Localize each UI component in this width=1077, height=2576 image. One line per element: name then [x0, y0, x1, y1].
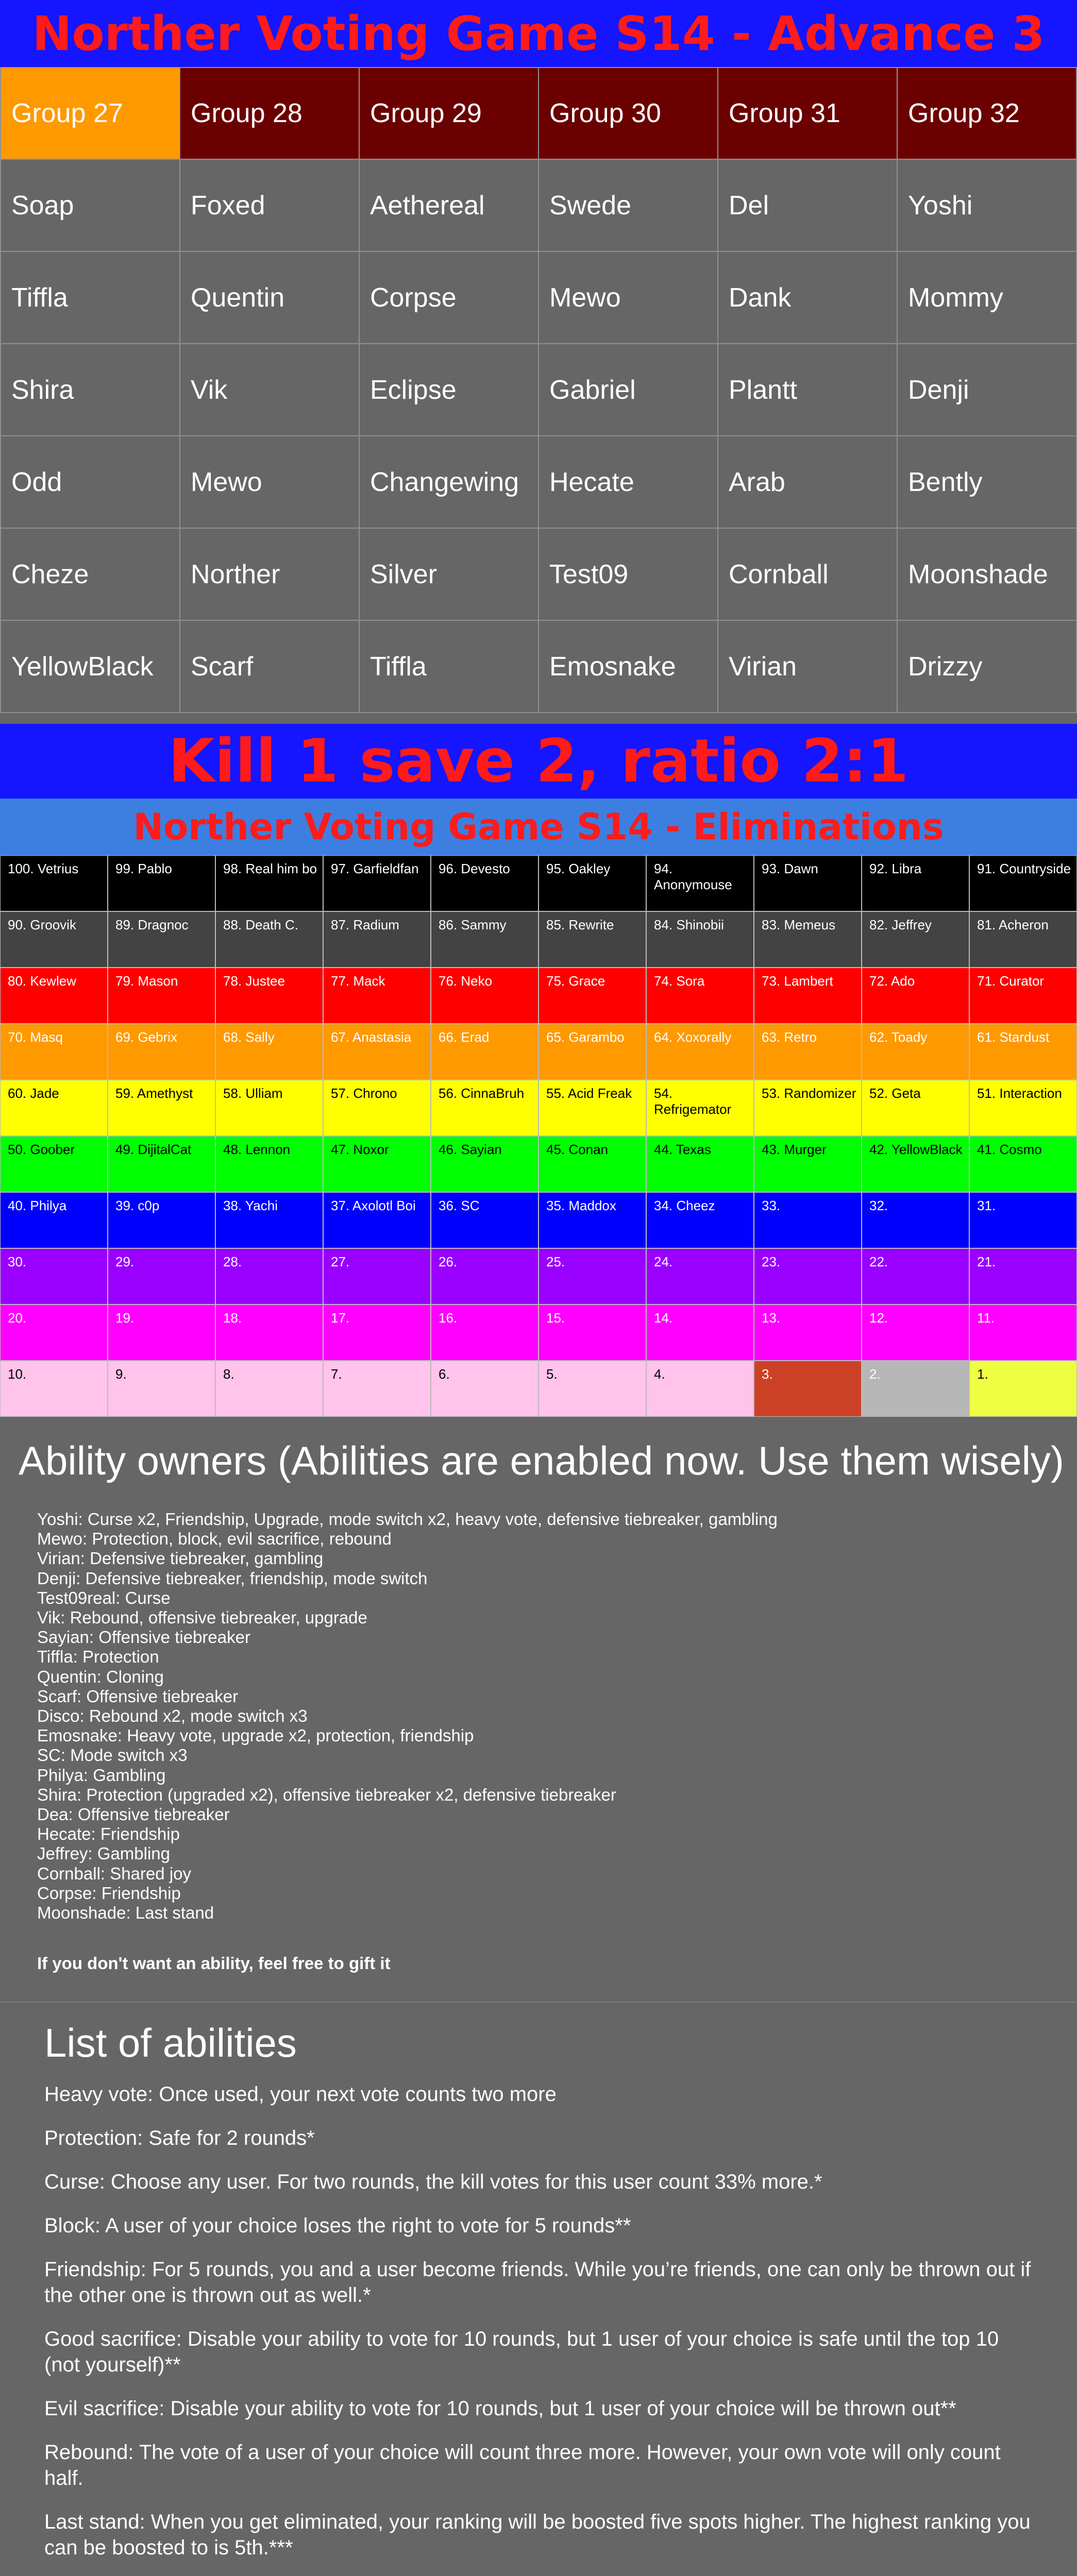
elimination-cell: 73. Lambert — [754, 968, 862, 1024]
advance-cell: Gabriel — [538, 344, 718, 436]
elimination-cell: 68. Sally — [215, 1024, 323, 1080]
elimination-cell: 53. Randomizer — [754, 1080, 862, 1136]
advance-header-row — [1, 67, 1076, 159]
elimination-cell: 50. Goober — [0, 1136, 108, 1192]
elimination-cell: 24. — [646, 1248, 754, 1304]
elimination-cell: 29. — [108, 1248, 215, 1304]
elimination-cell: 66. Erad — [431, 1024, 538, 1080]
abilities-title: List of abilities — [44, 2020, 297, 2065]
group-header: Group 29 — [359, 67, 538, 159]
elimination-cell: 63. Retro — [754, 1024, 862, 1080]
ability-owner-item: Jeffrey: Gambling — [37, 1844, 171, 1863]
elimination-cell: 12. — [862, 1304, 969, 1361]
elimination-cell: 38. Yachi — [215, 1192, 323, 1248]
advance-cell: Drizzy — [897, 620, 1076, 713]
elimination-cell: 84. Shinobii — [646, 911, 754, 968]
advance-row — [1, 620, 1076, 713]
section-divider — [0, 2002, 1077, 2003]
elimination-cell: 11. — [969, 1304, 1077, 1361]
ability-owner-item: Moonshade: Last stand — [37, 1903, 214, 1923]
ability-owner-item: Cornball: Shared joy — [37, 1863, 191, 1883]
ability-item: Block: A user of your choice loses the right to vote for 5 rounds** — [44, 2214, 631, 2237]
ability-owner-item: Test09real: Curse — [37, 1588, 171, 1607]
elimination-cell: 78. Justee — [215, 968, 323, 1024]
advance-cell: Yoshi — [897, 159, 1076, 251]
advance-cell: Scarf — [180, 620, 359, 713]
elimination-cell: 7. — [323, 1361, 431, 1417]
ability-owner-item: Hecate: Friendship — [37, 1824, 180, 1844]
advance-cell: Aethereal — [359, 159, 538, 251]
elimination-cell: 49. DijitalCat — [108, 1136, 215, 1192]
advance-cell: Odd — [1, 436, 180, 528]
elimination-cell: 85. Rewrite — [538, 911, 646, 968]
elimination-cell: 21. — [969, 1248, 1077, 1304]
elimination-cell: 94. Anonymouse — [646, 855, 754, 911]
advance-cell: Silver — [359, 528, 538, 620]
elimination-cell: 44. Texas — [646, 1136, 754, 1192]
advance-banner-title: Norther Voting Game S14 - Advance 3 — [32, 6, 1045, 61]
elimination-cell: 92. Libra — [862, 855, 969, 911]
elimination-cell: 16. — [431, 1304, 538, 1361]
elimination-cell: 3. — [754, 1361, 862, 1417]
ability-item: Protection: Safe for 2 rounds* — [44, 2127, 315, 2149]
elimination-cell: 100. Vetrius — [0, 855, 108, 911]
elimination-cell: 75. Grace — [538, 968, 646, 1024]
advance-banner — [0, 0, 1077, 67]
advance-row — [1, 251, 1076, 344]
rule-banner — [0, 724, 1077, 799]
elimination-cell: 40. Philya — [0, 1192, 108, 1248]
ability-owners-title: Ability owners (Abilities are enabled now. Use them wisely) — [19, 1438, 1064, 1483]
elimination-cell: 35. Maddox — [538, 1192, 646, 1248]
elimination-cell: 58. Ulliam — [215, 1080, 323, 1136]
elimination-cell: 55. Acid Freak — [538, 1080, 646, 1136]
elimination-cell: 86. Sammy — [431, 911, 538, 968]
elimination-cell: 67. Anastasia — [323, 1024, 431, 1080]
elimination-cell: 51. Interaction — [969, 1080, 1077, 1136]
ability-owner-item: Disco: Rebound x2, mode switch x3 — [37, 1706, 308, 1726]
elimination-cell: 57. Chrono — [323, 1080, 431, 1136]
ability-item: Last stand: When you get eliminated, your ranking will be boosted five spots higher. The highest ranking you can be boosted to is 5th.*** — [44, 2511, 1031, 2559]
advance-row — [1, 344, 1076, 436]
elimination-cell: 9. — [108, 1361, 215, 1417]
elimination-cell: 59. Amethyst — [108, 1080, 215, 1136]
elimination-cell: 89. Dragnoc — [108, 911, 215, 968]
ability-owner-item: Tiffla: Protection — [37, 1647, 159, 1667]
elimination-cell: 71. Curator — [969, 968, 1077, 1024]
advance-cell: Mewo — [538, 251, 718, 344]
advance-cell: Foxed — [180, 159, 359, 251]
advance-cell: Mewo — [180, 436, 359, 528]
advance-cell: Moonshade — [897, 528, 1076, 620]
elimination-cell: 69. Gebrix — [108, 1024, 215, 1080]
elimination-cell: 10. — [0, 1361, 108, 1417]
elimination-cell: 77. Mack — [323, 968, 431, 1024]
elimination-cell: 99. Pablo — [108, 855, 215, 911]
ability-owner-item: Philya: Gambling — [37, 1765, 166, 1785]
elimination-cell: 98. Real him bo — [215, 855, 323, 911]
elimination-cell: 72. Ado — [862, 968, 969, 1024]
elimination-cell: 52. Geta — [862, 1080, 969, 1136]
elimination-cell: 14. — [646, 1304, 754, 1361]
elimination-cell: 36. SC — [431, 1192, 538, 1248]
advance-cell: Plantt — [718, 344, 897, 436]
group-header: Group 27 — [1, 67, 180, 159]
elimination-cell: 96. Devesto — [431, 855, 538, 911]
elimination-cell: 18. — [215, 1304, 323, 1361]
advance-cell: YellowBlack — [1, 620, 180, 713]
elimination-cell: 70. Masq — [0, 1024, 108, 1080]
advance-cell: Eclipse — [359, 344, 538, 436]
group-header: Group 31 — [718, 67, 897, 159]
abilities-list — [44, 2081, 1039, 2576]
elimination-cell: 13. — [754, 1304, 862, 1361]
elimination-cell: 42. YellowBlack — [862, 1136, 969, 1192]
ability-owner-item: Mewo: Protection, block, evil sacrifice, rebound — [37, 1529, 392, 1549]
ability-item: Good sacrifice: Disable your ability to vote for 10 rounds, but 1 user of your choice is safe until the top 10 (not yourself)** — [44, 2328, 999, 2376]
advance-cell: Dank — [718, 251, 897, 344]
elimination-cell: 97. Garfieldfan — [323, 855, 431, 911]
elimination-cell: 31. — [969, 1192, 1077, 1248]
advance-cell: Shira — [1, 344, 180, 436]
elimination-cell: 26. — [431, 1248, 538, 1304]
elimination-cell: 15. — [538, 1304, 646, 1361]
ability-owner-item: Shira: Protection (upgraded x2), offensive tiebreaker x2, defensive tiebreaker — [37, 1785, 616, 1804]
advance-groups-table — [0, 67, 1077, 713]
elimination-cell: 83. Memeus — [754, 911, 862, 968]
elimination-cell: 87. Radium — [323, 911, 431, 968]
advance-cell: Virian — [718, 620, 897, 713]
ability-item: Rebound: The vote of a user of your choice will count three more. However, your own vote will only count half. — [44, 2441, 1001, 2489]
elimination-cell: 48. Lennon — [215, 1136, 323, 1192]
elimination-cell: 95. Oakley — [538, 855, 646, 911]
advance-row — [1, 436, 1076, 528]
ability-item: Evil sacrifice: Disable your ability to vote for 10 rounds, but 1 user of your choice will be thrown out** — [44, 2397, 956, 2420]
elimination-cell: 6. — [431, 1361, 538, 1417]
advance-row — [1, 159, 1076, 251]
advance-cell: Test09 — [538, 528, 718, 620]
ability-owner-item: SC: Mode switch x3 — [37, 1745, 188, 1765]
advance-row — [1, 528, 1076, 620]
advance-cell: Norther — [180, 528, 359, 620]
elimination-cell: 20. — [0, 1304, 108, 1361]
elimination-cell: 19. — [108, 1304, 215, 1361]
elimination-cell: 23. — [754, 1248, 862, 1304]
elimination-cell: 80. Kewlew — [0, 968, 108, 1024]
advance-cell: Changewing — [359, 436, 538, 528]
eliminations-banner-title: Norther Voting Game S14 - Eliminations — [133, 806, 944, 848]
elimination-cell: 74. Sora — [646, 968, 754, 1024]
elimination-cell: 2. — [862, 1361, 969, 1417]
elimination-cell: 91. Countryside — [969, 855, 1077, 911]
advance-cell: Del — [718, 159, 897, 251]
ability-item: Heavy vote: Once used, your next vote counts two more — [44, 2083, 557, 2106]
ability-item: Curse: Choose any user. For two rounds, the kill votes for this user count 33% more.* — [44, 2171, 822, 2193]
elimination-cell: 62. Toady — [862, 1024, 969, 1080]
advance-cell: Vik — [180, 344, 359, 436]
advance-cell: Bently — [897, 436, 1076, 528]
ability-owner-item: Scarf: Offensive tiebreaker — [37, 1686, 239, 1706]
ability-owner-item: Yoshi: Curse x2, Friendship, Upgrade, mode switch x2, heavy vote, defensive tiebreaker, gambling — [37, 1510, 778, 1529]
elimination-cell: 25. — [538, 1248, 646, 1304]
elimination-cell: 82. Jeffrey — [862, 911, 969, 968]
advance-cell: Denji — [897, 344, 1076, 436]
elimination-cell: 93. Dawn — [754, 855, 862, 911]
ability-owner-item: Virian: Defensive tiebreaker, gambling — [37, 1549, 324, 1568]
elimination-cell: 81. Acheron — [969, 911, 1077, 968]
elimination-cell: 8. — [215, 1361, 323, 1417]
elimination-cell: 30. — [0, 1248, 108, 1304]
ability-owner-item: Sayian: Offensive tiebreaker — [37, 1628, 250, 1647]
elimination-cell: 46. Sayian — [431, 1136, 538, 1192]
advance-cell: Swede — [538, 159, 718, 251]
advance-cell: Mommy — [897, 251, 1076, 344]
elimination-cell: 32. — [862, 1192, 969, 1248]
ability-owner-item: Quentin: Cloning — [37, 1667, 164, 1686]
advance-cell: Emosnake — [538, 620, 718, 713]
elimination-cell: 17. — [323, 1304, 431, 1361]
advance-cell: Hecate — [538, 436, 718, 528]
group-header: Group 28 — [180, 67, 359, 159]
elimination-cell: 34. Cheez — [646, 1192, 754, 1248]
elimination-cell: 54. Refrigemator — [646, 1080, 754, 1136]
elimination-cell: 64. Xoxorally — [646, 1024, 754, 1080]
rule-banner-title: Kill 1 save 2, ratio 2:1 — [168, 726, 909, 796]
elimination-cell: 43. Murger — [754, 1136, 862, 1192]
eliminations-banner — [0, 799, 1077, 855]
elimination-cell: 5. — [538, 1361, 646, 1417]
elimination-cell: 33. — [754, 1192, 862, 1248]
elimination-cell: 79. Mason — [108, 968, 215, 1024]
elimination-cell: 56. CinnaBruh — [431, 1080, 538, 1136]
elimination-cell: 60. Jade — [0, 1080, 108, 1136]
ability-owner-item: Vik: Rebound, offensive tiebreaker, upgrade — [37, 1608, 367, 1628]
ability-owners-list — [37, 1510, 778, 1923]
elimination-cell: 61. Stardust — [969, 1024, 1077, 1080]
ability-item: Friendship: For 5 rounds, you and a user become friends. While you’re friends, one can only be thrown out if the other one is thrown out as well.* — [44, 2258, 1031, 2307]
ability-owner-item: Emosnake: Heavy vote, upgrade x2, protection, friendship — [37, 1726, 474, 1745]
advance-cell: Soap — [1, 159, 180, 251]
elimination-cell: 27. — [323, 1248, 431, 1304]
advance-cell: Cheze — [1, 528, 180, 620]
ability-owners-note: If you don't want an ability, feel free to gift it — [37, 1954, 391, 1973]
elimination-cell: 1. — [969, 1361, 1077, 1417]
advance-cell: Quentin — [180, 251, 359, 344]
elimination-cell: 76. Neko — [431, 968, 538, 1024]
ability-owner-item: Dea: Offensive tiebreaker — [37, 1805, 230, 1824]
elimination-cell: 41. Cosmo — [969, 1136, 1077, 1192]
advance-cell: Tiffla — [359, 620, 538, 713]
elimination-cell: 88. Death C. — [215, 911, 323, 968]
group-header: Group 32 — [897, 67, 1076, 159]
elimination-cell: 39. c0p — [108, 1192, 215, 1248]
elimination-cell: 4. — [646, 1361, 754, 1417]
elimination-cell: 65. Garambo — [538, 1024, 646, 1080]
elimination-cell: 28. — [215, 1248, 323, 1304]
elimination-cell: 37. Axolotl Boi — [323, 1192, 431, 1248]
advance-cell: Corpse — [359, 251, 538, 344]
advance-cell: Tiffla — [1, 251, 180, 344]
ability-owner-item: Denji: Defensive tiebreaker, friendship, mode switch — [37, 1568, 428, 1588]
advance-cell: Arab — [718, 436, 897, 528]
elimination-cell: 90. Groovik — [0, 911, 108, 968]
eliminations-grid — [0, 855, 1077, 1417]
ability-owner-item: Corpse: Friendship — [37, 1883, 181, 1903]
advance-cell: Cornball — [718, 528, 897, 620]
elimination-cell: 45. Conan — [538, 1136, 646, 1192]
elimination-cell: 47. Noxor — [323, 1136, 431, 1192]
group-header: Group 30 — [538, 67, 718, 159]
elimination-cell: 22. — [862, 1248, 969, 1304]
